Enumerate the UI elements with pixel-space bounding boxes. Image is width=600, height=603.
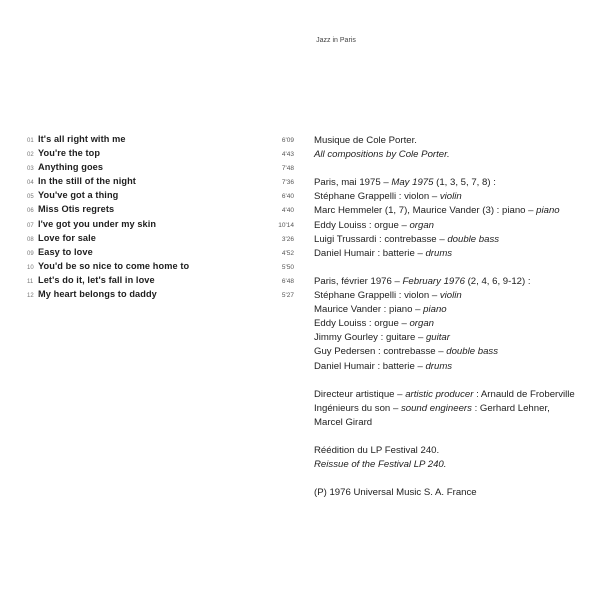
track-number: 08 xyxy=(27,236,34,243)
session2-musician: Daniel Humair : batterie – drums xyxy=(314,360,453,372)
reissue-en: Reissue of the Festival LP 240. xyxy=(314,459,447,471)
track-row xyxy=(27,162,294,176)
track-title: You've got a thing xyxy=(38,190,119,201)
reissue-fr: Réédition du LP Festival 240. xyxy=(314,445,440,457)
track-duration: 7'36 xyxy=(281,179,294,187)
track-duration: 5'50 xyxy=(281,263,294,271)
track-title: Miss Otis regrets xyxy=(38,204,115,215)
track-title: Easy to love xyxy=(38,246,93,257)
track-duration: 3'26 xyxy=(281,235,294,243)
track-title: Anything goes xyxy=(38,162,104,173)
track-number: 02 xyxy=(27,152,34,159)
track-duration: 5'27 xyxy=(281,292,294,300)
track-title: My heart belongs to daddy xyxy=(38,289,157,300)
track-row xyxy=(27,190,294,204)
track-number: 07 xyxy=(27,222,34,229)
session1-musician: Luigi Trussardi : contrebasse – double bass xyxy=(314,233,500,245)
track-duration: 4'40 xyxy=(281,207,294,215)
credits-engineers-cont: Marcel Girard xyxy=(314,416,373,428)
session2-musician: Guy Pedersen : contrebasse – double bass xyxy=(314,346,499,358)
track-list xyxy=(27,134,294,303)
composer-en: All compositions by Cole Porter. xyxy=(314,149,450,161)
composer-fr: Musique de Cole Porter. xyxy=(314,135,417,146)
track-title: I've got you under my skin xyxy=(38,218,157,229)
track-title: Love for sale xyxy=(38,232,96,243)
session2-musician: Maurice Vander : piano – piano xyxy=(314,304,447,316)
track-number: 03 xyxy=(27,166,34,173)
track-number: 01 xyxy=(27,138,34,144)
track-number: 04 xyxy=(27,180,34,187)
track-number: 11 xyxy=(27,278,34,285)
track-row xyxy=(27,219,294,233)
track-number: 09 xyxy=(27,250,34,257)
track-title: In the still of the night xyxy=(38,176,136,187)
track-duration: 4'52 xyxy=(281,249,294,257)
session1-heading: Paris, mai 1975 – May 1975 (1, 3, 5, 7, 8) : xyxy=(314,177,496,189)
track-row xyxy=(27,233,294,247)
session2-musician: Jimmy Gourley : guitare – guitar xyxy=(314,332,450,344)
track-duration: 10'14 xyxy=(278,221,294,229)
track-row xyxy=(27,247,294,261)
track-number: 06 xyxy=(27,208,34,215)
track-title: You're the top xyxy=(38,148,101,159)
track-number: 10 xyxy=(27,264,34,271)
track-row xyxy=(27,261,294,275)
credits-director: Directeur artistique – artistic producer : Arnauld de Froberville xyxy=(314,388,575,400)
copyright: (P) 1976 Universal Music S. A. France xyxy=(314,487,477,499)
track-number: 05 xyxy=(27,194,34,201)
session1-musician: Marc Hemmeler (1, 7), Maurice Vander (3) : piano – piano xyxy=(314,205,560,217)
track-duration: 6'48 xyxy=(281,277,294,285)
track-title: You'd be so nice to come home to xyxy=(38,260,190,271)
session1-musician: Eddy Louiss : orgue – organ xyxy=(314,219,435,231)
track-title: It's all right with me xyxy=(38,134,126,144)
session2-musician: Eddy Louiss : orgue – organ xyxy=(314,318,435,330)
track-duration: 7'48 xyxy=(281,165,294,173)
track-number: 12 xyxy=(27,293,34,300)
session1-musician: Stéphane Grappelli : violon – violin xyxy=(314,191,462,203)
track-title: Let's do it, let's fall in love xyxy=(38,274,155,285)
track-row xyxy=(27,148,294,162)
session2-heading: Paris, février 1976 – February 1976 (2, 4, 6, 9-12) : xyxy=(314,275,531,287)
track-row xyxy=(27,204,294,218)
track-row xyxy=(27,134,294,148)
liner-notes xyxy=(314,134,594,500)
session2-musician: Stéphane Grappelli : violon – violin xyxy=(314,290,462,302)
page-header: Jazz in Paris xyxy=(316,37,356,44)
track-duration: 6'40 xyxy=(281,193,294,201)
track-row xyxy=(27,275,294,289)
credits-engineers: Ingénieurs du son – sound engineers : Gerhard Lehner, xyxy=(314,402,550,414)
track-row xyxy=(27,176,294,190)
session1-musician: Daniel Humair : batterie – drums xyxy=(314,247,453,259)
track-duration: 4'43 xyxy=(281,151,294,159)
track-row xyxy=(27,289,294,303)
track-duration: 6'09 xyxy=(281,137,294,144)
